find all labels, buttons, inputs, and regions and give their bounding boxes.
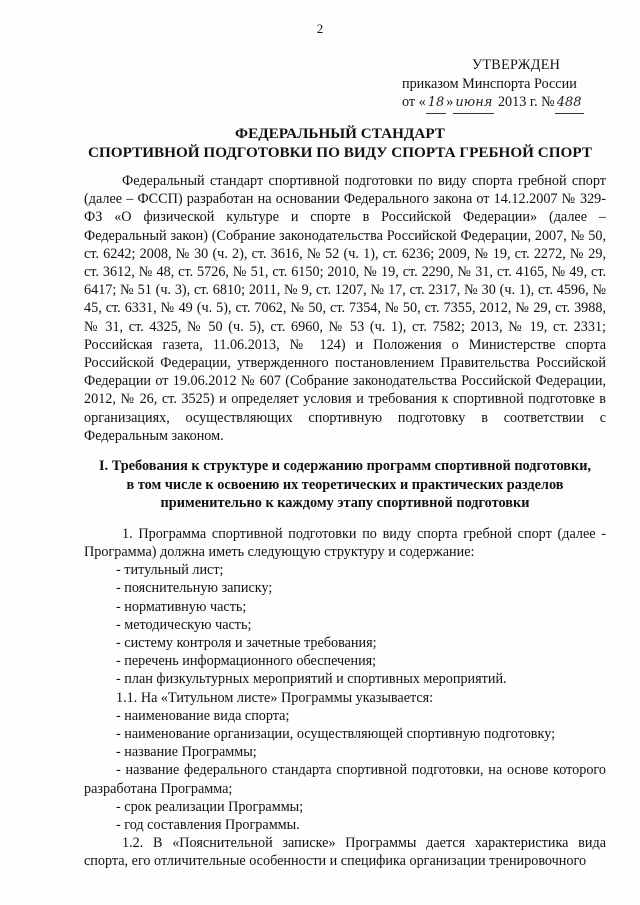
list-item: - перечень информационного обеспечения; [116,653,377,670]
section-1-heading-line-3: применительно к каждому этапу спортивной подготовки [160,495,530,512]
list-item: - нормативную часть; [116,598,247,615]
approval-date-line [402,93,638,114]
approval-order-line: приказом Минспорта России [402,75,577,92]
structure-list [84,561,606,688]
approval-day: 18 [426,94,447,114]
section-1-heading [84,457,606,513]
section-1-heading-line-1: I. Требования к структуре и содержанию программ спортивной подготовки, [98,458,592,475]
list-item: - название Программы; [116,744,257,761]
list-item: - год составления Программы. [116,817,300,834]
intro-paragraph: Федеральный стандарт спортивной подготовки по виду спорта гребной спорт (далее – ФССП) разработан на основании Федерального закона от 14.12.2007 № 329-ФЗ «О физической культуре и спорте в Российской Федерации» (далее – Федеральный закон) (Собрание законодательства Российской Федерации, 2007, № 50, ст. 6242; 2008, № 30 (ч. 2), ст. 3616, № 52 (ч. 1), ст. 6236; 2009, № 19, ст. 2272, № 29, ст. 3612, № 48, ст. 5726, № 51, ст. 6150; 2010, № 19, ст. 2290, № 31, ст. 4165, № 49, ст. 6417; № 51 (ч. 3), ст. 6810; 2011, № 9, ст. 1207, № 17, ст. 2317, № 30 (ч. 1), ст. 4596, № 45, ст. 6331, № 49 (ч. 5), ст. 7062, № 50, ст. 7354, № 50, ст. 7355, 2012, № 29, ст. 3988, № 31, ст. 4325, № 50 (ч. 5), ст. 6960, № 53 (ч. 1), ст. 7582; 2013, № 19, ст. 2331; Российская газета, 11.06.2013, № 124) и Положения о Министерстве спорта Российской Федерации, утвержденного постановлением Правительства Российской Федерации от 19.06.2012 № 607 (Собрание законодательства Российской Федерации, 2012, № 26, ст. 3525) и определяет условия и требования к спортивной подготовке в организациях, осуществляющих спортивную подготовку в соответствии с Федеральным законом. [84,173,606,444]
title-page-list [84,707,606,834]
approval-year: 2013 г. № [497,94,555,110]
document-body [84,172,606,871]
list-item: - систему контроля и зачетные требования; [116,635,377,652]
page-number: 2 [316,21,324,36]
approval-heading: УТВЕРЖДЕН [472,57,561,73]
list-item: - наименование организации, осуществляющей спортивную подготовку; [116,726,556,743]
document-title [80,124,600,162]
document-title-line-2: СПОРТИВНОЙ ПОДГОТОВКИ ПО ВИДУ СПОРТА ГРЕБНОЙ СПОРТ [88,144,592,161]
approval-month: июня [453,94,494,114]
list-item: - пояснительную записку; [116,580,273,597]
section-1-heading-line-2: в том числе к освоению их теоретических и практических разделов [126,476,564,493]
document-title-line-1: ФЕДЕРАЛЬНЫЙ СТАНДАРТ [235,125,445,142]
list-item: - методическую часть; [116,616,252,633]
approval-stamp [402,56,638,114]
paragraph-1-2: 1.2. В «Пояснительной записке» Программы дается характеристика вида спорта, его отличительные особенности и специфика организации тренировочного [84,835,606,870]
list-item: - план физкультурных мероприятий и спортивных мероприятий. [116,671,507,688]
list-item: - срок реализации Программы; [116,798,304,815]
list-item: - название федерального стандарта спортивной подготовки, на основе которого разработана Программа; [84,762,606,797]
approval-number: 488 [555,94,584,114]
paragraph-1-1: 1.1. На «Титульном листе» Программы указывается: [116,689,434,706]
paragraph-1: 1. Программа спортивной подготовки по виду спорта гребной спорт (далее - Программа) должна иметь следующую структуру и содержание: [84,525,606,561]
approval-date-prefix: от « [402,94,426,110]
approval-date-mid: » [446,94,454,110]
list-item: - наименование вида спорта; [116,707,290,724]
list-item: - титульный лист; [116,562,224,579]
